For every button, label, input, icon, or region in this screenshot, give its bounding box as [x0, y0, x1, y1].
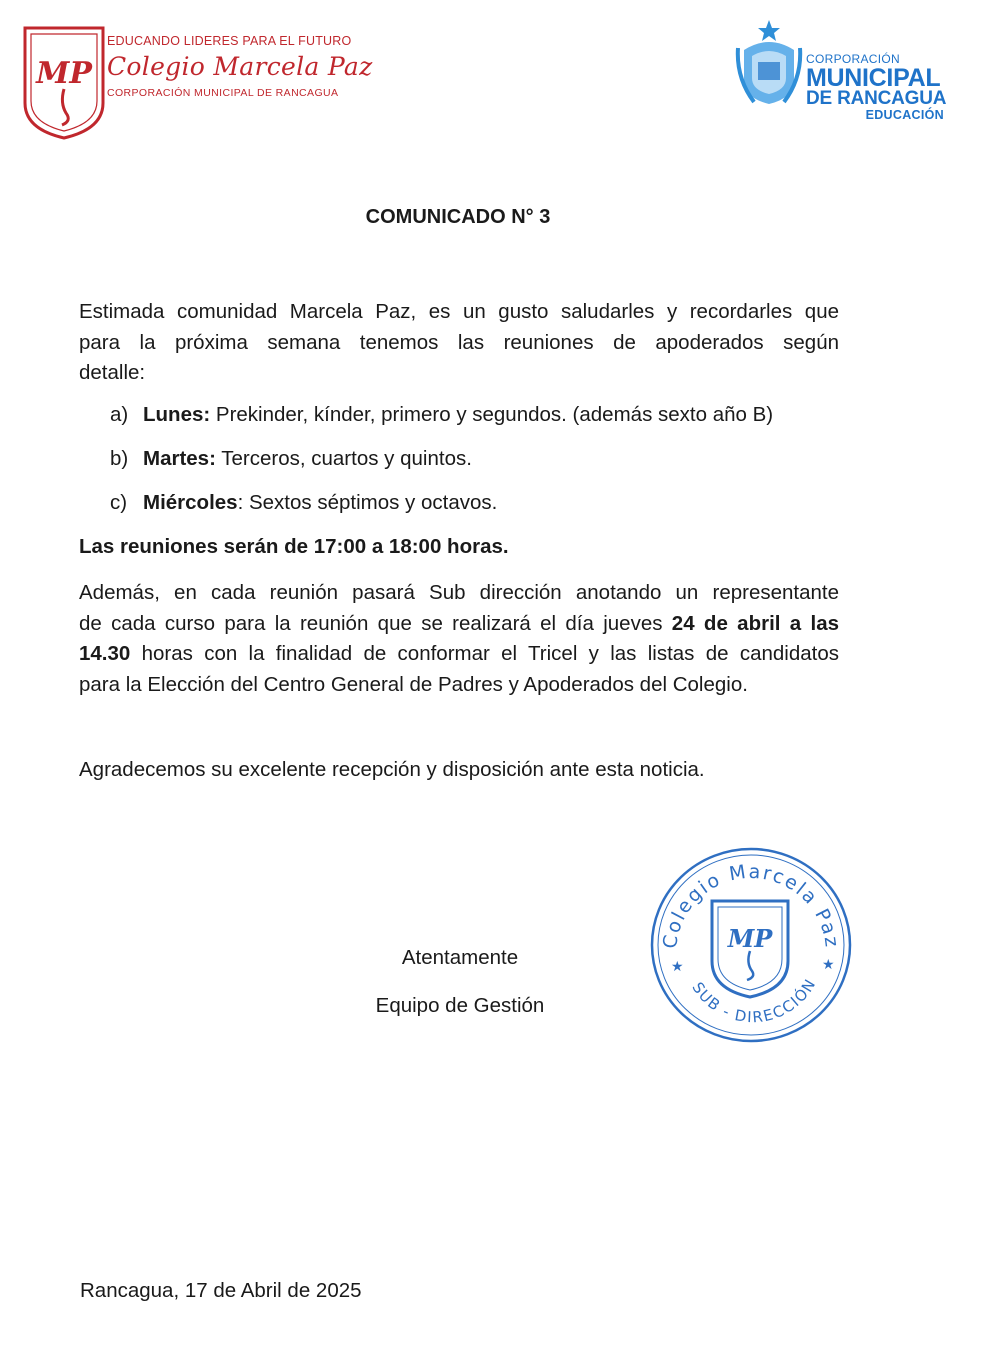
- corporation-header-text: [806, 52, 956, 122]
- corporation-line4: EDUCACIÓN: [865, 108, 944, 122]
- meeting-date-highlight: 24 de abril a las: [671, 611, 839, 635]
- school-motto: EDUCANDO LIDERES PARA EL FUTURO: [107, 34, 352, 48]
- intro-line: Estimada comunidad Marcela Paz, es un gusto saludarles y recordarles que: [79, 300, 839, 323]
- corporation-emblem-logo: [734, 18, 804, 110]
- schedule-detail: Terceros, cuartos y quintos.: [215, 447, 472, 470]
- list-marker: a): [110, 403, 129, 426]
- paragraph-line: [79, 609, 839, 640]
- list-marker: c): [110, 491, 128, 514]
- stamp-monogram: MP: [727, 924, 773, 953]
- list-marker: b): [110, 447, 129, 470]
- svg-text:★: ★: [822, 956, 835, 972]
- document-title: COMUNICADO N° 3: [365, 206, 551, 228]
- schedule-item-wednesday: [110, 491, 497, 515]
- schedule-day: Miércoles: [143, 491, 238, 514]
- document-date: Rancagua, 17 de Abril de 2025: [80, 1279, 362, 1302]
- school-shield-logo: [22, 25, 106, 141]
- paragraph-text: horas con la finalidad de conformar el Tricel y las listas de candidatos: [130, 642, 839, 665]
- paragraph-text: de cada curso para la reunión que se realizará el día jueves: [79, 611, 672, 635]
- closing-signature: Equipo de Gestión: [375, 994, 545, 1017]
- corporation-line3: DE RANCAGUA: [806, 88, 947, 109]
- paragraph-line: Además, en cada reunión pasará Sub dirección anotando un representante: [79, 581, 839, 604]
- school-header-text: [107, 34, 373, 99]
- svg-text:MP: MP: [36, 56, 92, 91]
- schedule-item-monday: [110, 403, 773, 427]
- schedule-day: Lunes:: [143, 403, 211, 426]
- svg-text:★: ★: [671, 958, 684, 974]
- paragraph-line: para la Elección del Centro General de Padres y Apoderados del Colegio.: [79, 672, 748, 696]
- stamp-top-text: Colegio Marcela Paz: [658, 860, 844, 951]
- schedule-item-tuesday: [110, 447, 472, 471]
- sub-direccion-stamp: [646, 843, 856, 1048]
- thanks-line: Agradecemos su excelente recepción y disposición ante esta noticia.: [79, 758, 705, 781]
- paragraph-line: [79, 639, 839, 670]
- meeting-hours-note: Las reuniones serán de 17:00 a 18:00 horas.: [79, 535, 509, 558]
- closing-salutation: Atentamente: [401, 946, 519, 969]
- stamp-bottom-text: SUB - DIRECCIÓN: [688, 975, 820, 1027]
- corporation-line2: MUNICIPAL: [806, 64, 941, 92]
- schedule-detail: Prekinder, kínder, primero y segundos. (además sexto año B): [210, 403, 774, 426]
- intro-line: detalle:: [79, 361, 146, 384]
- corporation-line1: CORPORACIÓN: [806, 52, 900, 66]
- svg-text:SUB - DIRECCIÓN: [688, 975, 819, 1026]
- intro-line: para la próxima semana tenemos las reuniones de apoderados según: [79, 330, 839, 354]
- school-name: Colegio Marcela Paz: [107, 52, 373, 81]
- schedule-day: Martes:: [143, 447, 216, 470]
- tricel-paragraph: [79, 578, 839, 700]
- intro-paragraph: [79, 297, 839, 389]
- school-corporation: CORPORACIÓN MUNICIPAL DE RANCAGUA: [107, 87, 339, 99]
- schedule-detail: : Sextos séptimos y octavos.: [237, 491, 498, 514]
- meeting-time-highlight: 14.30: [79, 642, 131, 665]
